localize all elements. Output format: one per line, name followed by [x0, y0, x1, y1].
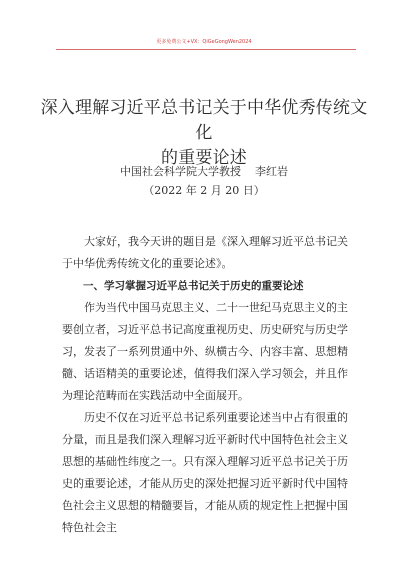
body-paragraph: 历史不仅在习近平总书记系列重要论述当中占有很重的分量，而且是我们深入理解习近平新时代中国特色社会主义思想的基础性纬度之一。只有深入理解习近平总书记关于历史的重要论述，才能从历史的深处把握习近平新时代中国特色社会主义思想的精髓要旨，才能从质的规定性上把握中国特色社会主 [62, 411, 348, 534]
document-title [40, 96, 368, 171]
author-line [0, 165, 408, 179]
author-name: 李红岩 [255, 165, 288, 178]
document-body [62, 231, 348, 539]
body-paragraph: 作为当代中国马克思主义、二十一世纪马克思主义的主要创立者，习近平总书记高度重视历史、历史研究与历史学习，发表了一系列贯通中外、纵横古今、内容丰富、思想精髓、话语精美的重要论述，值得我们深入学习领会，并且作为理论范畴而在实践活动中全面展开。 [62, 301, 348, 402]
author-org: 中国社会科学院大学教授 [120, 165, 241, 178]
title-line-2: 的重要论述 [161, 148, 247, 168]
section-heading: 一、学习掌握习近平总书记关于历史的重要论述 [83, 280, 304, 292]
document-date: （2022 年 2 月 20 日） [143, 184, 265, 197]
title-line-1: 深入理解习近平总书记关于中华优秀传统文化 [40, 98, 368, 143]
header-note: 更多免费公文+VX：QiGeGongWen2024 [156, 39, 252, 45]
header-divider [56, 49, 356, 50]
intro-paragraph: 大家好，我今天讲的题目是《深入理解习近平总书记关于中华优秀传统文化的重要论述》。 [62, 235, 348, 270]
